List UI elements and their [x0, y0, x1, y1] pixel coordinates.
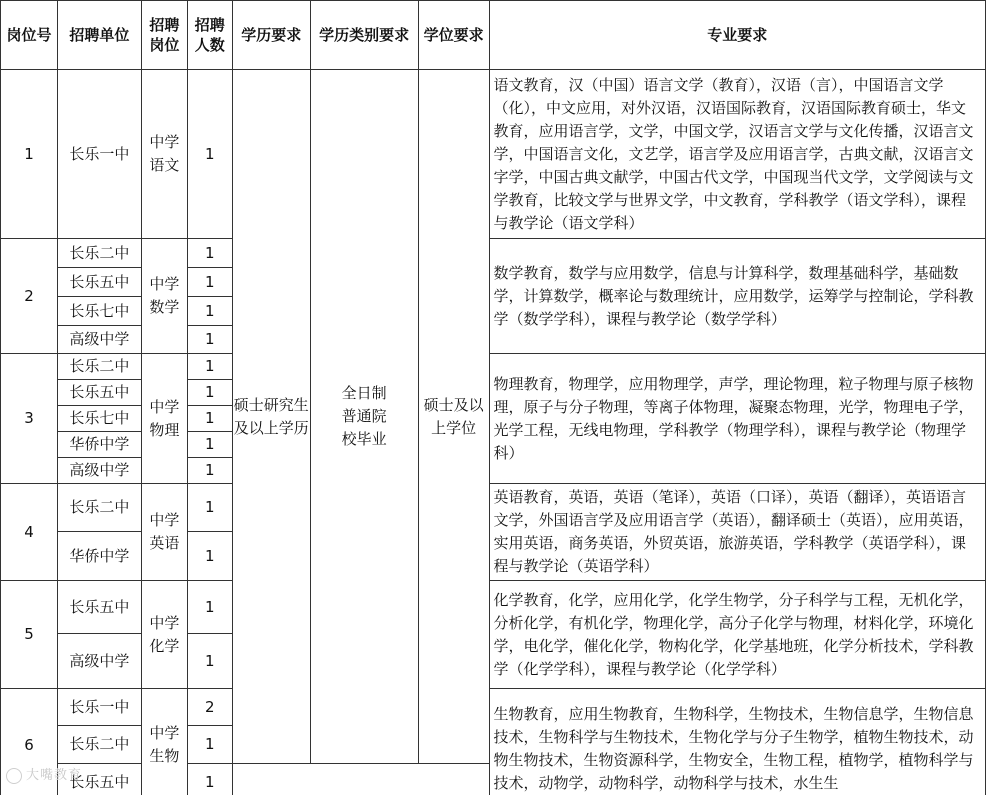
post-no: 4	[1, 484, 58, 581]
unit-name: 长乐二中	[57, 354, 141, 380]
unit-count: 1	[187, 726, 232, 764]
unit-name: 长乐七中	[57, 297, 141, 326]
major-requirement: 数学教育，数学与应用数学，信息与计算科学，数理基础科学，基础数学，计算数学，概率论与数理统计，应用数学，运筹学与控制论，学科教学（数学学科），课程与教学论（数学学科）	[489, 239, 985, 354]
header-edu-type: 学历类别要求	[310, 1, 418, 70]
post-name: 中学化学	[141, 581, 187, 689]
watermark-text: 大嘴教育	[26, 768, 83, 783]
header-unit: 招聘单位	[57, 1, 141, 70]
table-row	[1, 70, 986, 239]
unit-count: 1	[187, 354, 232, 380]
major-requirement: 英语教育，英语，英语（笔译），英语（口译），英语（翻译），英语语言文学，外国语言学及应用语言学（英语），翻译硕士（英语），应用英语，实用英语，商务英语，外贸英语，旅游英语，学科教学（英语学科），课程与教学论（英语学科）	[489, 484, 985, 581]
post-name: 中学生物	[141, 689, 187, 795]
unit-name: 华侨中学	[57, 532, 141, 581]
unit-count: 1	[187, 532, 232, 581]
header-row	[1, 1, 986, 70]
unit-name: 长乐五中	[57, 581, 141, 634]
unit-name: 高级中学	[57, 326, 141, 354]
post-name: 中学数学	[141, 239, 187, 354]
unit-count: 1	[187, 634, 232, 689]
degree-requirement: 硕士及以上学位	[418, 70, 489, 764]
post-name: 中学英语	[141, 484, 187, 581]
header-major: 专业要求	[489, 1, 985, 70]
unit-name: 长乐五中	[57, 764, 141, 795]
unit-count: 1	[187, 764, 232, 795]
major-requirement: 语文教育，汉（中国）语言文学（教育），汉语（言），中国语言文学（化），中文应用，对外汉语，汉语国际教育，汉语国际教育硕士，华文教育，应用语言学，文学，中国文学，汉语言文学与文化传播，汉语言文学，中国语言文化，文艺学，语言学及应用语言学，古典文献，汉语言文字学，中国古典文献学，中国古代文学，中国现当代文学，文学阅读与文学教育，比较文学与世界文学，中文教育，学科教学（语文学科），课程与教学论（语文学科）	[489, 70, 985, 239]
edu-type-requirement: 全日制普通院校毕业	[310, 70, 418, 764]
unit-name: 长乐二中	[57, 239, 141, 268]
header-count: 招聘人数	[187, 1, 232, 70]
post-no: 1	[1, 70, 58, 239]
major-requirement: 物理教育，物理学，应用物理学，声学，理论物理，粒子物理与原子核物理，原子与分子物理，等离子体物理，凝聚态物理，光学，物理电子学，光学工程，无线电物理，学科教学（物理学科），课程与教学论（物理学科）	[489, 354, 985, 484]
unit-count: 1	[187, 70, 232, 239]
unit-name: 长乐七中	[57, 406, 141, 432]
unit-name: 高级中学	[57, 634, 141, 689]
unit-count: 1	[187, 268, 232, 297]
unit-count: 2	[187, 689, 232, 726]
post-no: 5	[1, 581, 58, 689]
table-row	[1, 354, 986, 380]
unit-count: 1	[187, 297, 232, 326]
unit-count: 1	[187, 239, 232, 268]
unit-count: 1	[187, 326, 232, 354]
unit-count: 1	[187, 458, 232, 484]
unit-count: 1	[187, 432, 232, 458]
unit-name: 长乐五中	[57, 380, 141, 406]
major-requirement: 化学教育，化学，应用化学，化学生物学，分子科学与工程，无机化学，分析化学，有机化学，物理化学，高分子化学与物理，材料化学，环境化学，电化学，催化化学，物构化学，化学基地班，化学分析技术，学科教学（化学学科），课程与教学论（化学学科）	[489, 581, 985, 689]
unit-name: 高级中学	[57, 458, 141, 484]
table-row	[1, 239, 986, 268]
header-education: 学历要求	[232, 1, 310, 70]
header-post-no: 岗位号	[1, 1, 58, 70]
table-row	[1, 689, 986, 726]
table-row	[1, 581, 986, 634]
unit-count: 1	[187, 380, 232, 406]
unit-name: 长乐二中	[57, 726, 141, 764]
unit-name: 长乐五中	[57, 268, 141, 297]
header-post: 招聘岗位	[141, 1, 187, 70]
major-requirement: 生物教育，应用生物教育，生物科学，生物技术，生物信息学，生物信息技术，生物科学与生物技术，生物化学与分子生物学，植物生物技术，动物生物技术，生物资源科学，生物安全，生物工程，植物学，植物科学与技术，动物学，动物科学，动物科学与技术，水生生	[489, 689, 985, 795]
unit-count: 1	[187, 406, 232, 432]
unit-name: 长乐一中	[57, 689, 141, 726]
unit-name: 长乐一中	[57, 70, 141, 239]
unit-count: 1	[187, 484, 232, 532]
post-no: 2	[1, 239, 58, 354]
post-name: 中学语文	[141, 70, 187, 239]
post-name: 中学物理	[141, 354, 187, 484]
post-no: 3	[1, 354, 58, 484]
post-no: 6	[1, 689, 58, 795]
table-row	[1, 484, 986, 532]
header-degree: 学位要求	[418, 1, 489, 70]
education-requirement: 硕士研究生及以上学历	[232, 70, 310, 764]
unit-name: 长乐二中	[57, 484, 141, 532]
unit-name: 华侨中学	[57, 432, 141, 458]
unit-count: 1	[187, 581, 232, 634]
